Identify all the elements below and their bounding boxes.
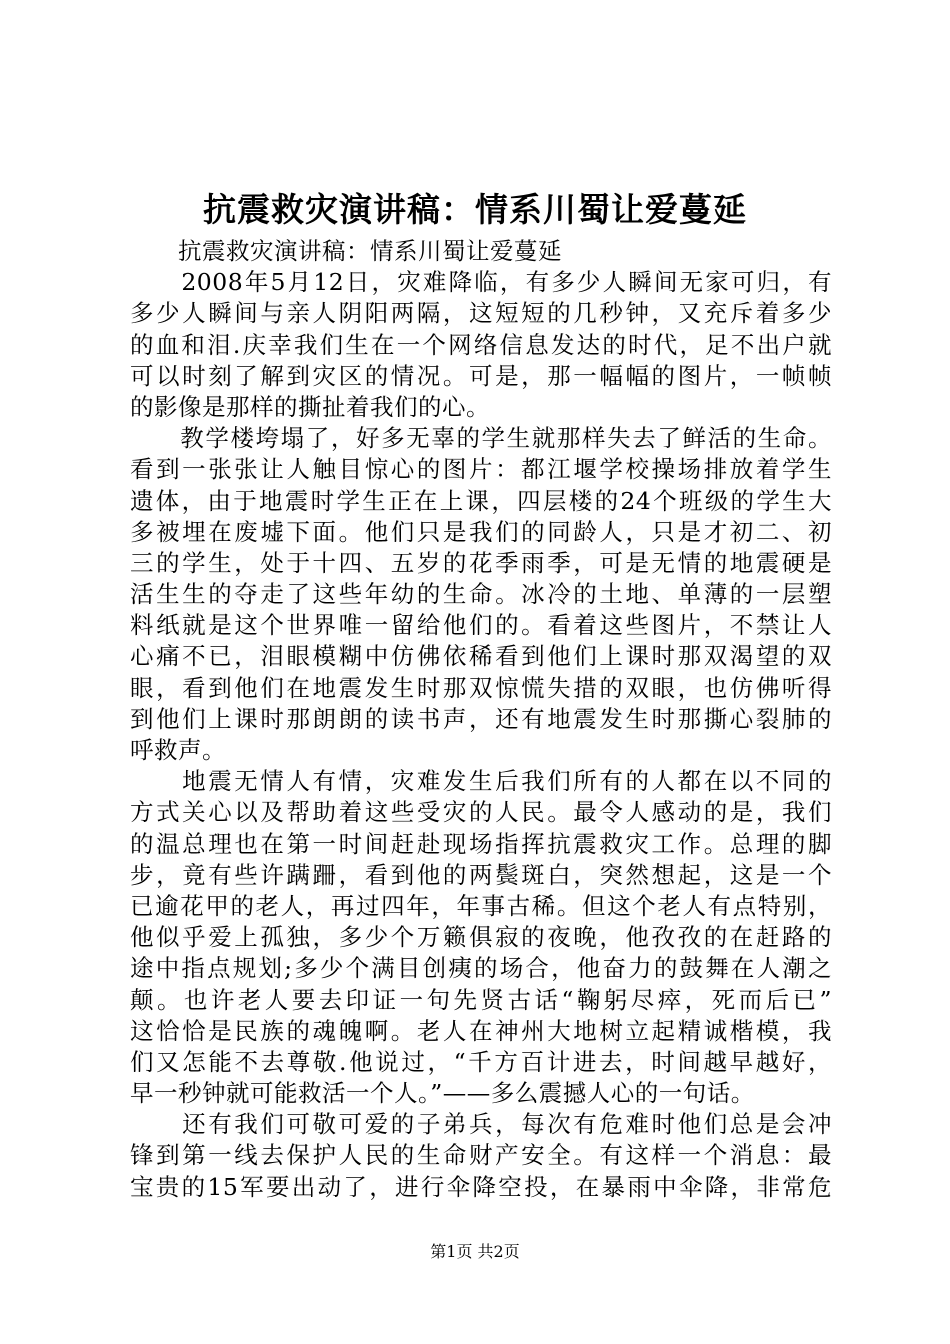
text-line: 早一秒钟就可能救活一个人。”——多么震撼人心的一句话。	[130, 1079, 755, 1108]
text-line: 教学楼垮塌了，好多无辜的学生就那样失去了鲜活的生命。	[130, 424, 832, 453]
text-line: 多被埋在废墟下面。他们只是我们的同龄人，只是才初二、初	[130, 517, 832, 546]
page-number: 第1页 共2页	[430, 1242, 520, 1261]
document-title: 抗震救灾演讲稿：情系川蜀让爱蔓延	[203, 190, 747, 229]
text-line: 这恰恰是民族的魂魄啊。老人在神州大地树立起精诚楷模，我	[130, 1016, 832, 1045]
text-line: 眼，看到他们在地震发生时那双惊慌失措的双眼，也仿佛听得	[130, 673, 832, 702]
text-line: 的影像是那样的撕扯着我们的心。	[130, 392, 490, 421]
text-line: 已逾花甲的老人，再过四年，年事古稀。但这个老人有点特别，	[130, 891, 832, 920]
document-body	[130, 236, 832, 1203]
text-line: 遗体，由于地震时学生正在上课，四层楼的24个班级的学生大	[130, 486, 832, 515]
text-line: 抗震救灾演讲稿：情系川蜀让爱蔓延	[130, 237, 562, 265]
text-line: 心痛不已，泪眼模糊中仿佛依稀看到他们上课时那双渴望的双	[130, 642, 832, 671]
text-line: 活生生的夺走了这些年幼的生命。冰冷的土地、单薄的一层塑	[130, 580, 832, 609]
text-line: 们又怎能不去尊敬.他说过，“千方百计进去，时间越早越好，	[130, 1047, 832, 1076]
text-line: 颠。也许老人要去印证一句先贤古话“鞠躬尽瘁，死而后已”	[130, 985, 832, 1014]
text-line: 地震无情人有情，灾难发生后我们所有的人都在以不同的	[130, 767, 832, 796]
text-line: 他似乎爱上孤独，多少个万籁俱寂的夜晚，他孜孜的在赶路的	[130, 923, 832, 952]
text-line: 方式关心以及帮助着这些受灾的人民。最令人感动的是，我们	[130, 798, 832, 827]
text-line: 看到一张张让人触目惊心的图片：都江堰学校操场排放着学生	[130, 455, 832, 484]
text-line: 宝贵的15军要出动了，进行伞降空投，在暴雨中伞降，非常危	[130, 1172, 832, 1201]
text-line: 锋到第一线去保护人民的生命财产安全。有这样一个消息：最	[130, 1141, 832, 1170]
text-line: 还有我们可敬可爱的子弟兵，每次有危难时他们总是会冲	[130, 1110, 832, 1139]
text-line: 三的学生，处于十四、五岁的花季雨季，可是无情的地震硬是	[130, 548, 832, 577]
text-line: 料纸就是这个世界唯一留给他们的。看着这些图片，不禁让人	[130, 611, 832, 640]
text-line: 呼救声。	[130, 736, 226, 764]
text-line: 可以时刻了解到灾区的情况。可是，那一幅幅的图片，一帧帧	[130, 361, 832, 390]
text-line: 的温总理也在第一时间赶赴现场指挥抗震救灾工作。总理的脚	[130, 829, 832, 858]
text-line: 的血和泪.庆幸我们生在一个网络信息发达的时代，足不出户就	[130, 330, 832, 359]
text-line: 步，竟有些许蹒跚，看到他的两鬓斑白，突然想起，这是一个	[130, 860, 832, 889]
text-line: 到他们上课时那朗朗的读书声，还有地震发生时那撕心裂肺的	[130, 704, 832, 733]
text-line: 多少人瞬间与亲人阴阳两隔，这短短的几秒钟，又充斥着多少	[130, 299, 832, 328]
text-line: 途中指点规划;多少个满目创痍的场合，他奋力的鼓舞在人潮之	[130, 954, 832, 983]
text-line: 2008年5月12日，灾难降临，有多少人瞬间无家可归，有	[130, 268, 832, 297]
